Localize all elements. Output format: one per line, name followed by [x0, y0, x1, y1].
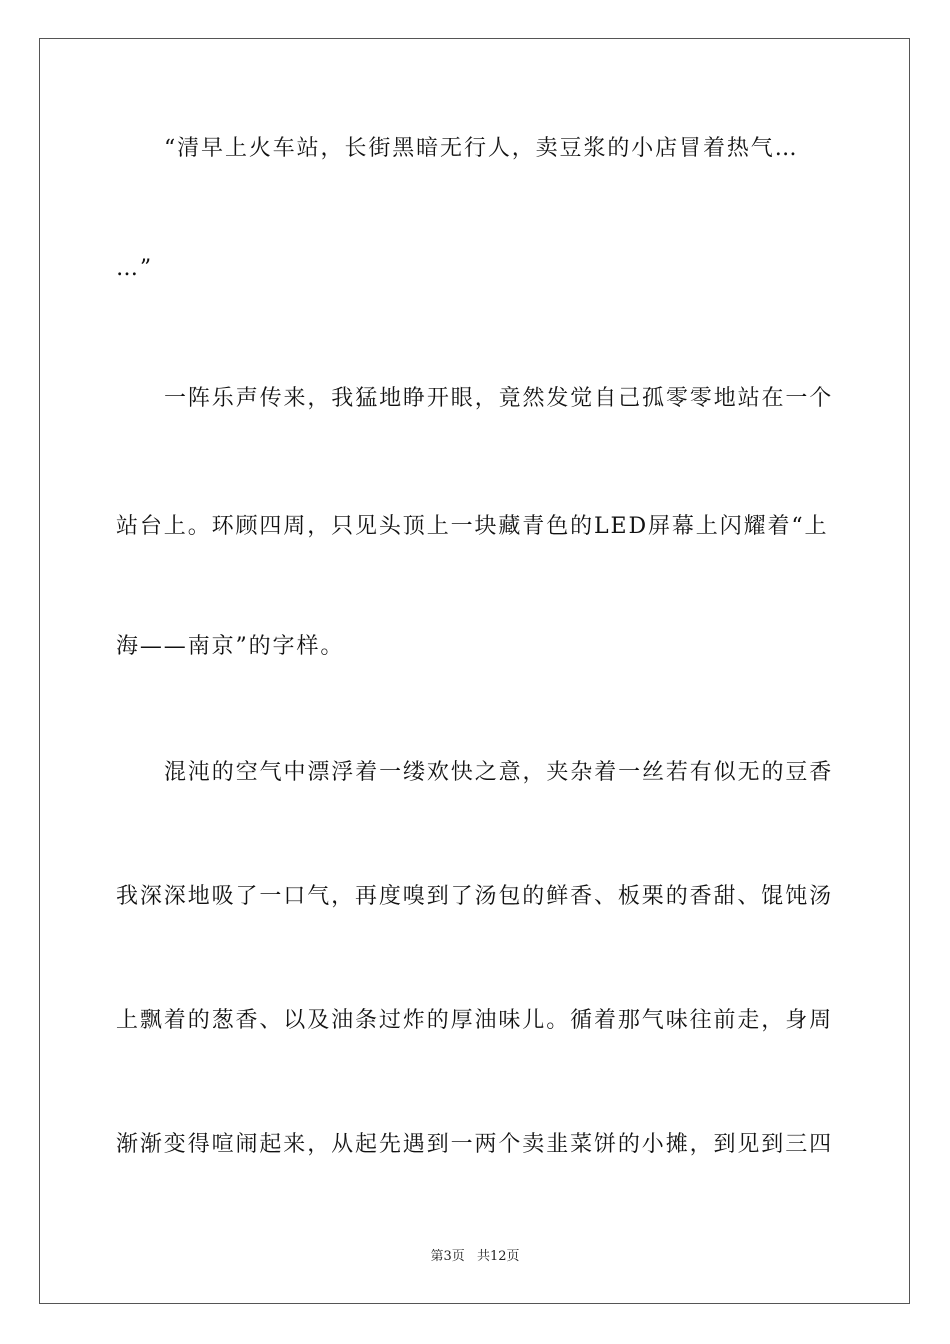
text-line: 海——南京”的字样。: [116, 634, 345, 659]
page-total: 共12页: [476, 1249, 520, 1264]
page-footer: [0, 1248, 950, 1266]
text-line: “清早上火车站，长街黑暗无行人，卖豆浆的小店冒着热气…: [164, 136, 799, 161]
text-line: 站台上。环顾四周，只见头顶上一块藏青色的LED屏幕上闪耀着“上: [116, 514, 829, 539]
text-line: 渐渐变得喧闹起来，从起先遇到一两个卖韭菜饼的小摊，到见到三四: [116, 1132, 834, 1157]
text-line: 一阵乐声传来，我猛地睁开眼，竟然发觉自己孤零零地站在一个: [164, 386, 834, 411]
page-border: [39, 38, 910, 1304]
text-line: 混沌的空气中漂浮着一缕欢快之意，夹杂着一丝若有似无的豆香: [164, 760, 834, 785]
text-line: …”: [116, 256, 154, 281]
text-line: 我深深地吸了一口气，再度嗅到了汤包的鲜香、板栗的香甜、馄饨汤: [116, 884, 834, 909]
page-number: 第3页: [430, 1249, 465, 1264]
text-line: 上飘着的葱香、以及油条过炸的厚油味儿。循着那气味往前走，身周: [116, 1008, 834, 1033]
